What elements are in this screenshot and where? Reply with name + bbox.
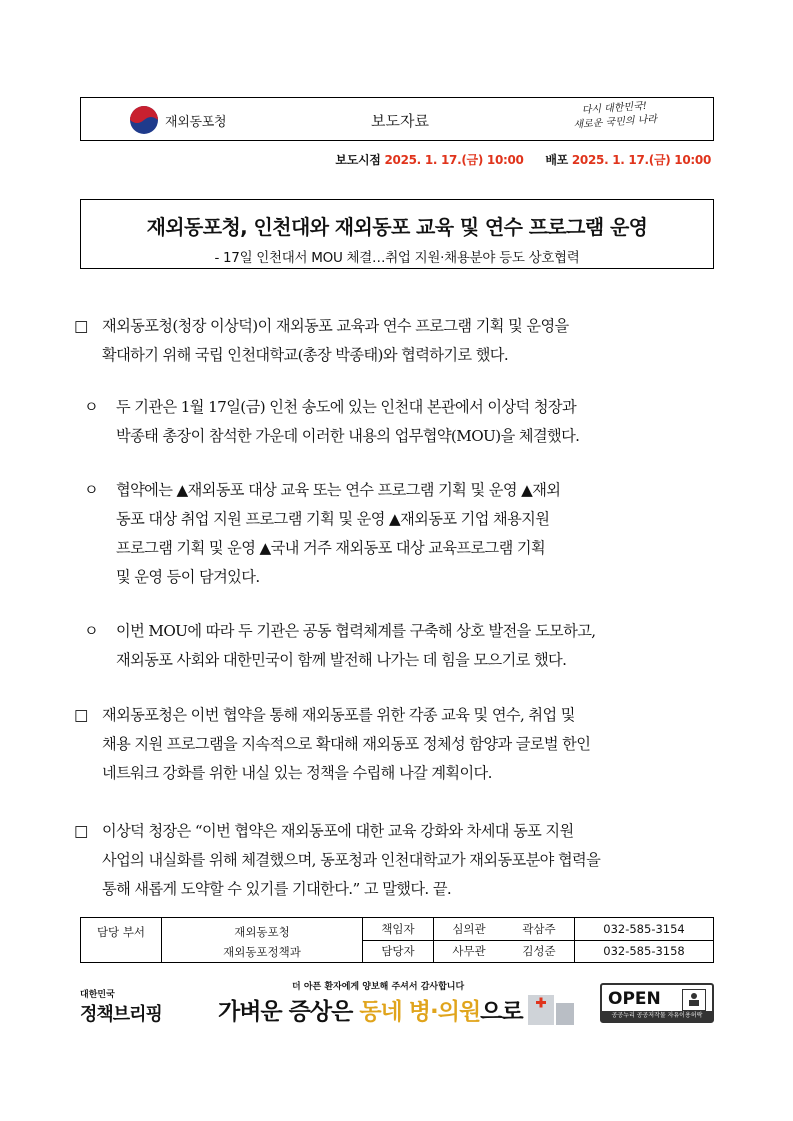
dept-name-line-1: 재외동포청 (234, 925, 290, 939)
campaign-banner (198, 977, 578, 1029)
p3-line-2: 동포 대상 취업 지원 프로그램 기획 및 운영 ▲재외동포 기업 채용지원 (116, 510, 550, 528)
banner-headline-part-3: 으로 (480, 999, 523, 1025)
kogl-open-text: OPEN (608, 989, 661, 1009)
dept-name (162, 918, 363, 963)
release-time-line (335, 151, 711, 168)
name-cell: 곽삼주 (504, 918, 575, 941)
distribution-time: 2025. 1. 17.(금) 10:00 (571, 153, 711, 167)
dept-name-line-2: 재외동포정책과 (223, 945, 301, 959)
p5-line-2: 채용 지원 프로그램을 지속적으로 확대해 재외동포 정체성 함양과 글로벌 한인 (102, 735, 591, 753)
brief-logo-big: 정책브리핑 (80, 1004, 162, 1025)
footer (80, 975, 714, 1035)
slogan-line-1: 다시 대한민국! (581, 100, 648, 117)
contact-table (80, 917, 714, 963)
paragraph-2 (74, 393, 724, 451)
slogan (572, 99, 657, 133)
p3-line-3: 프로그램 기획 및 운영 ▲국내 거주 재외동포 대상 교육프로그램 기획 (116, 539, 546, 557)
title-box (80, 199, 714, 269)
role-cell: 담당자 (363, 940, 434, 963)
paragraph-1 (74, 312, 724, 370)
banner-headline (218, 993, 523, 1026)
headline: 재외동포청, 인천대와 재외동포 교육 및 연수 프로그램 운영 (146, 215, 648, 239)
press-time: 2025. 1. 17.(금) 10:00 (384, 153, 524, 167)
p6-line-1: 이상덕 청장은 “이번 협약은 재외동포에 대한 교육 강화와 차세대 동포 지원 (102, 822, 574, 840)
p6-line-3: 통해 새롭게 도약할 수 있기를 기대한다.” 고 말했다. 끝. (102, 880, 452, 898)
box-bullet: □ (74, 706, 88, 724)
paragraph-6 (74, 817, 724, 904)
p1-line-2: 확대하기 위해 국립 인천대학교(총장 박종태)와 협력하기로 했다. (102, 346, 509, 364)
p3-line-4: 및 운영 등이 담겨있다. (116, 568, 260, 586)
banner-caption: 더 아픈 환자에게 양보해 주셔서 감사합니다 (292, 982, 465, 992)
dept-label: 담당 부서 (81, 918, 162, 963)
p3-line-1: 협약에는 ▲재외동포 대상 교육 또는 연수 프로그램 기획 및 운영 ▲재외 (116, 481, 561, 499)
p5-line-1: 재외동포청은 이번 협약을 통해 재외동포를 위한 각종 교육 및 연수, 취업 및 (102, 706, 575, 724)
press-time-label: 보도시점 (335, 153, 381, 167)
government-logo-icon (129, 105, 159, 135)
press-header (80, 97, 714, 141)
paragraph-5 (74, 701, 724, 788)
phone-cell: 032-585-3154 (575, 918, 714, 941)
circle-bullet: ㅇ (84, 398, 99, 416)
title-cell: 심의관 (434, 918, 505, 941)
brief-logo-small: 대한민국 (80, 990, 115, 1000)
banner-headline-part-1: 가벼운 증상은 (218, 999, 360, 1025)
phone-cell: 032-585-3158 (575, 940, 714, 963)
circle-bullet: ㅇ (84, 622, 99, 640)
paragraph-4 (74, 617, 724, 675)
org-identity (129, 105, 226, 135)
kogl-caption: 공공누리 공공저작물 자유이용허락 (602, 1011, 712, 1021)
circle-bullet: ㅇ (84, 481, 99, 499)
hospital-illustration-icon (518, 981, 578, 1027)
role-cell: 책임자 (363, 918, 434, 941)
p2-line-1: 두 기관은 1월 17일(금) 인천 송도에 있는 인천대 본관에서 이상덕 청장과 (116, 398, 577, 416)
attribution-icon (682, 989, 706, 1011)
document-type: 보도자료 (371, 112, 429, 130)
slogan-line-2: 새로운 국민의 나라 (573, 114, 658, 131)
p4-line-1: 이번 MOU에 따라 두 기관은 공동 협력체계를 구축해 상호 발전을 도모하고, (116, 622, 596, 640)
title-cell: 사무관 (434, 940, 505, 963)
policy-briefing-logo (80, 987, 162, 1026)
p5-line-3: 네트워크 강화를 위한 내실 있는 정책을 수립해 나갈 계획이다. (102, 764, 492, 782)
table-row (81, 918, 714, 941)
box-bullet: □ (74, 317, 88, 335)
name-cell: 김성준 (504, 940, 575, 963)
kogl-open-license-badge (600, 983, 714, 1023)
p6-line-2: 사업의 내실화를 위해 체결했으며, 동포청과 인천대학교가 재외동포분야 협력을 (102, 851, 601, 869)
distribution-label: 배포 (545, 153, 568, 167)
banner-headline-highlight: 동네 병·의원 (359, 999, 481, 1025)
p4-line-2: 재외동포 사회와 대한민국이 함께 발전해 나가는 데 힘을 모으기로 했다. (116, 651, 567, 669)
p2-line-2: 박종태 총장이 참석한 가운데 이러한 내용의 업무협약(MOU)을 체결했다. (116, 427, 580, 445)
box-bullet: □ (74, 822, 88, 840)
p1-line-1: 재외동포청(청장 이상덕)이 재외동포 교육과 연수 프로그램 기획 및 운영을 (102, 317, 569, 335)
org-name: 재외동포청 (165, 114, 227, 130)
paragraph-3 (74, 476, 724, 592)
subheadline: - 17일 인천대서 MOU 체결…취업 지원·채용분야 등도 상호협력 (214, 250, 580, 266)
